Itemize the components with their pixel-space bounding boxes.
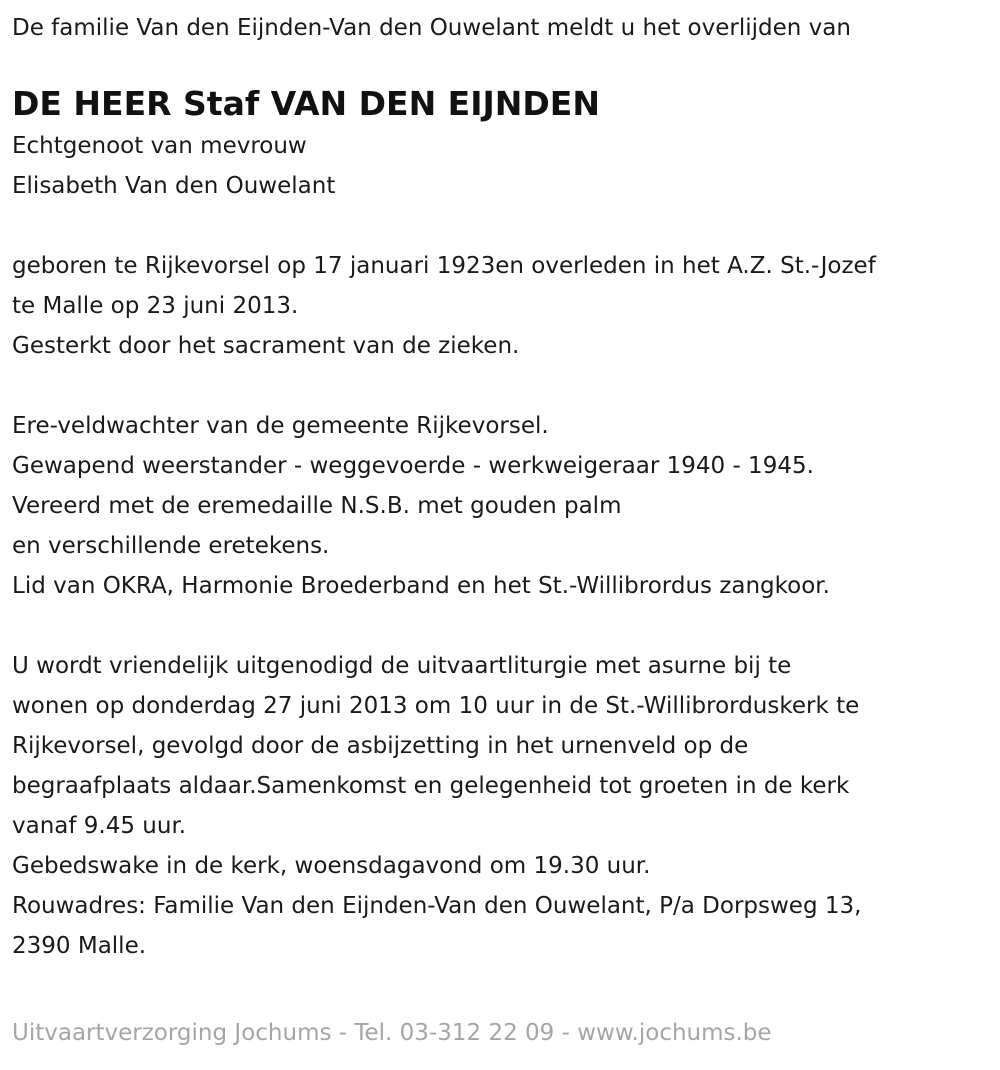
intro-text: De familie Van den Eijnden-Van den Ouwelant meldt u het overlijden van [12, 15, 851, 41]
text-line: geboren te Rijkevorsel op 17 januari 1923en overleden in het A.Z. St.-Jozef [12, 253, 876, 279]
text-line: U wordt vriendelijk uitgenodigd de uitvaartliturgie met asurne bij te [12, 653, 792, 679]
text-line: en verschillende eretekens. [12, 533, 330, 559]
text-line: 2390 Malle. [12, 933, 147, 959]
text-line: Rijkevorsel, gevolgd door de asbijzetting in het urnenveld op de [12, 733, 749, 759]
spouse-section [12, 126, 1000, 206]
spouse-line: Echtgenoot van mevrouw [12, 133, 307, 159]
text-line: Gebedswake in de kerk, woensdagavond om 19.30 uur. [12, 853, 651, 879]
death-notice [12, 8, 1000, 966]
spouse-line: Elisabeth Van den Ouwelant [12, 173, 336, 199]
text-line: vanaf 9.45 uur. [12, 813, 187, 839]
funeral-home-footer: Uitvaartverzorging Jochums - Tel. 03-312 22 09 - www.jochums.be [12, 1020, 772, 1046]
text-line: Gesterkt door het sacrament van de zieken. [12, 333, 520, 359]
text-line: Rouwadres: Familie Van den Eijnden-Van den Ouwelant, P/a Dorpsweg 13, [12, 893, 862, 919]
text-line: Gewapend weerstander - weggevoerde - werkweigeraar 1940 - 1945. [12, 453, 814, 479]
birth-death-section [12, 246, 1000, 366]
deceased-name: DE HEER Staf VAN DEN EIJNDEN [12, 84, 600, 123]
text-line: Lid van OKRA, Harmonie Broederband en het St.-Willibrordus zangkoor. [12, 573, 830, 599]
funeral-section [12, 646, 1000, 966]
text-line: te Malle op 23 juni 2013. [12, 293, 299, 319]
text-line: begraafplaats aldaar.Samenkomst en gelegenheid tot groeten in de kerk [12, 773, 850, 799]
text-line: wonen op donderdag 27 juni 2013 om 10 uur in de St.-Willibrorduskerk te [12, 693, 860, 719]
text-line: Ere-veldwachter van de gemeente Rijkevorsel. [12, 413, 549, 439]
merits-section [12, 406, 1000, 606]
text-line: Vereerd met de eremedaille N.S.B. met gouden palm [12, 493, 622, 519]
